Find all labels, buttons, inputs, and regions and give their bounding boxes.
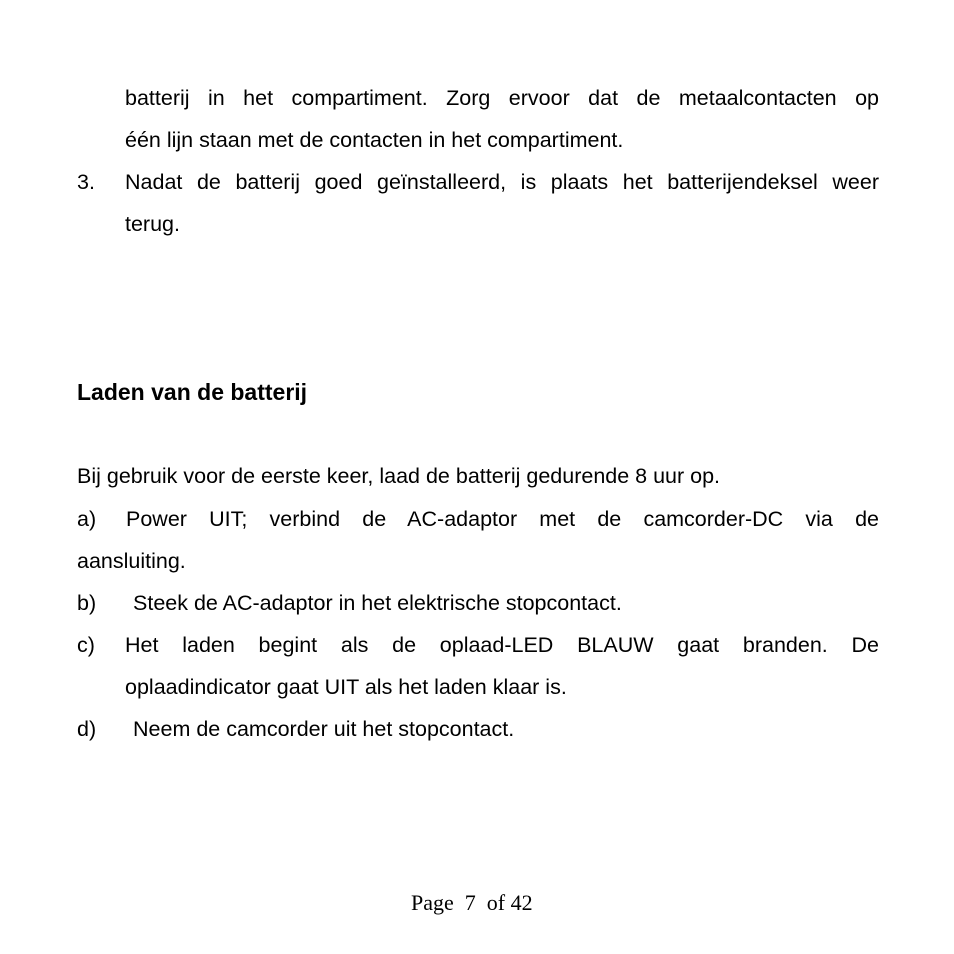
list-item-3-line-1: Nadat de batterij goed geïnstalleerd, is plaats het batterijendeksel weer [125,170,879,194]
step-c-line-1: Het laden begint als de oplaad-LED BLAUW gaat branden. De [125,633,879,657]
section-heading: Laden van de batterij [77,379,308,405]
list-continuation-line-1: batterij in het compartiment. Zorg ervoor dat de metaalcontacten op [125,86,879,110]
step-a-line-2: aansluiting. [77,549,186,573]
list-item-number-3: 3. [77,170,95,194]
list-continuation-line-2: één lijn staan met de contacten in het compartiment. [125,128,624,152]
step-marker-c: c) [77,633,95,657]
step-d-line-1: Neem de camcorder uit het stopcontact. [133,717,515,741]
step-a-line-1: Power UIT; verbind de AC-adaptor met de camcorder-DC via de [126,507,879,531]
step-marker-a: a) [77,507,97,531]
step-marker-b: b) [77,591,97,615]
list-item-3-line-2: terug. [125,212,180,236]
page-number: Page 7 of 42 [411,890,533,915]
step-b-line-1: Steek de AC-adaptor in het elektrische stopcontact. [133,591,622,615]
section-intro: Bij gebruik voor de eerste keer, laad de batterij gedurende 8 uur op. [77,464,721,488]
step-c-line-2: oplaadindicator gaat UIT als het laden klaar is. [125,675,567,699]
step-marker-d: d) [77,717,97,741]
